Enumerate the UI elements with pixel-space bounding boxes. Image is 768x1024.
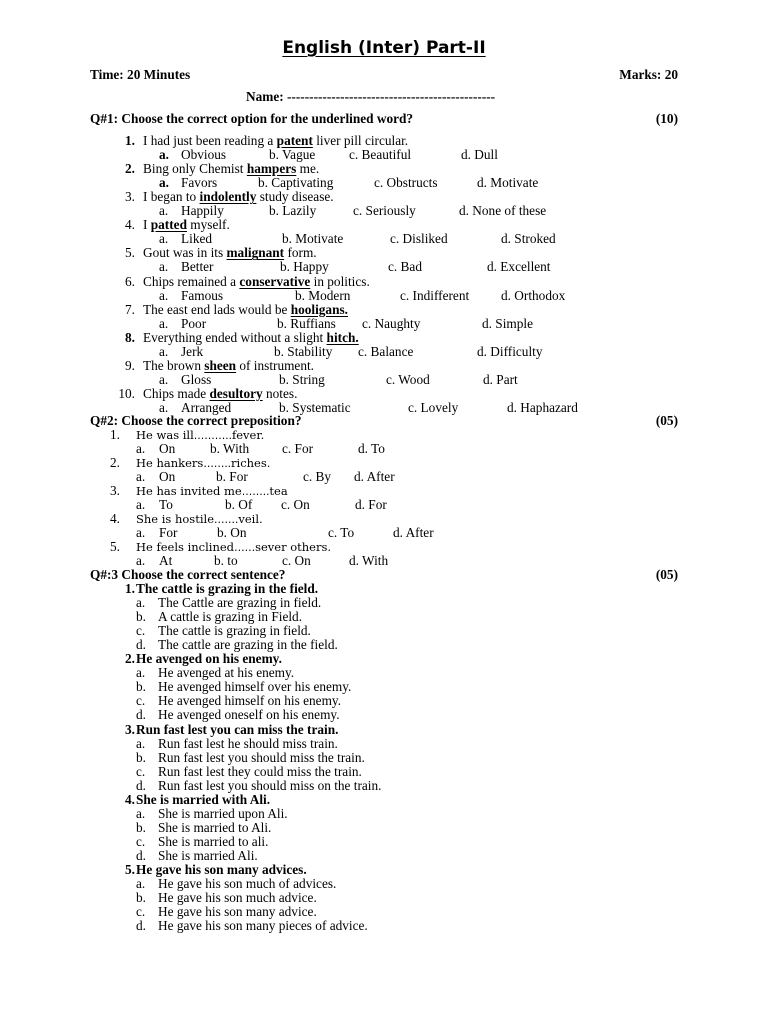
option: Favors xyxy=(181,175,218,191)
q3-item-stem xyxy=(110,582,318,596)
marks-label: Marks: 20 xyxy=(619,67,678,82)
q1-item xyxy=(110,190,334,204)
option-text: He gave his son many advice. xyxy=(158,904,317,920)
option: d. Orthodox xyxy=(501,287,566,303)
option: d. Simple xyxy=(482,315,533,331)
blank-dots: …….. xyxy=(241,486,270,499)
option-letter: d. xyxy=(136,707,146,723)
question-number: 9. xyxy=(125,357,135,373)
option xyxy=(136,919,368,933)
option xyxy=(136,849,258,863)
option xyxy=(136,877,336,891)
option: b. to xyxy=(214,553,238,569)
option: d. To xyxy=(358,441,385,457)
option: c. Indifferent xyxy=(400,287,470,303)
question-text: liver pill circular. xyxy=(312,133,409,148)
question-text: Chips made xyxy=(143,385,210,401)
option-text: He avenged himself over his enemy. xyxy=(158,679,352,695)
question-text: He gave his son many advices. xyxy=(136,862,307,877)
option-text: She is married to Ali. xyxy=(158,819,272,835)
question-number: 6. xyxy=(125,273,135,289)
option-text: Run fast lest they could miss the train. xyxy=(158,763,362,779)
question-text: He hankers xyxy=(136,456,204,471)
question-text: She is married with Ali. xyxy=(136,791,271,807)
option: d. Motivate xyxy=(477,175,539,191)
option-text: Run fast lest you should miss the train. xyxy=(158,749,365,765)
question-number: 2. xyxy=(125,651,135,667)
option: c. For xyxy=(282,441,314,457)
name-blank-line: ----------------------------------------------- xyxy=(287,89,496,104)
option-letter: c. xyxy=(136,693,146,709)
option: a. xyxy=(136,497,146,513)
option xyxy=(136,891,317,905)
option xyxy=(136,737,338,751)
option: d. For xyxy=(355,497,387,513)
option: d. Part xyxy=(483,371,518,387)
option xyxy=(136,835,268,849)
question-number: 2. xyxy=(125,161,135,177)
question-text: The cattle is grazing in the field. xyxy=(136,581,319,596)
name-field xyxy=(246,90,495,104)
option: At xyxy=(159,553,173,569)
time-label: Time: 20 Minutes xyxy=(90,67,191,82)
q2-marks: (05) xyxy=(655,413,678,428)
option: a. xyxy=(159,371,169,387)
q3-item-stem xyxy=(110,863,307,877)
q3-item-stem xyxy=(110,652,282,666)
option: c. Naughty xyxy=(362,315,421,331)
option xyxy=(136,610,302,624)
question-number: 3. xyxy=(125,189,135,205)
option: a. xyxy=(159,287,169,303)
question-text: He has invited me xyxy=(136,484,242,499)
option: a. xyxy=(136,525,146,541)
option-text: She is married to ali. xyxy=(158,833,269,849)
option xyxy=(136,779,381,793)
option-letter: d. xyxy=(136,847,146,863)
option-letter: a. xyxy=(136,876,146,892)
option: Famous xyxy=(181,287,224,303)
option: c. By xyxy=(303,469,332,485)
question-text: veil. xyxy=(238,512,263,527)
question-number: 1. xyxy=(125,133,135,148)
option: b. Modern xyxy=(295,287,351,303)
option: d. Dull xyxy=(461,147,498,163)
option xyxy=(136,680,351,694)
option: On xyxy=(159,441,176,457)
option-text: Run fast lest you should miss on the train. xyxy=(158,777,382,793)
option-text: He gave his son much of advices. xyxy=(158,876,337,892)
option-letter: a. xyxy=(136,665,146,681)
option: c. To xyxy=(328,525,355,541)
option: For xyxy=(159,525,178,541)
option: a. xyxy=(159,259,169,275)
option-letter: a. xyxy=(136,735,146,751)
question-text: Run fast lest you can miss the train. xyxy=(136,721,339,737)
question-number: 4. xyxy=(125,217,135,233)
underlined-word: malignant xyxy=(226,245,285,261)
option: Gloss xyxy=(181,371,212,387)
option: c. Wood xyxy=(386,371,430,387)
option-text: He gave his son much advice. xyxy=(158,890,317,906)
option-letter: d. xyxy=(136,637,146,653)
underlined-word: indolently xyxy=(199,189,257,205)
q1-item xyxy=(110,162,319,176)
option: b. Systematic xyxy=(279,399,351,415)
q1-item xyxy=(110,359,314,373)
option-text: The cattle are grazing in the field. xyxy=(158,637,338,653)
question-number: 3. xyxy=(125,721,135,737)
q2-heading-text: Q#2: Choose the correct preposition? xyxy=(90,413,302,428)
q1-marks: (10) xyxy=(655,111,678,126)
option: a. xyxy=(159,399,169,415)
option: a. xyxy=(159,231,169,247)
option-text: He avenged oneself on his enemy. xyxy=(158,707,340,723)
question-number: 3. xyxy=(110,483,120,499)
question-text: fever. xyxy=(231,428,265,442)
option: c. Lovely xyxy=(408,399,459,415)
blank-dots: …….. xyxy=(203,458,232,471)
option-letter: c. xyxy=(136,763,146,779)
q1-heading-text: Q#1: Choose the correct option for the underlined word? xyxy=(90,111,414,126)
underlined-word: sheen xyxy=(204,357,237,373)
question-number: 5. xyxy=(125,245,135,261)
question-text: I began to xyxy=(143,189,200,205)
option: d. Stroked xyxy=(501,231,556,247)
option xyxy=(136,751,365,765)
question-text: He feels inclined xyxy=(136,540,235,555)
q3-item-stem xyxy=(110,793,270,807)
option: a. xyxy=(159,147,169,163)
option: d. With xyxy=(349,553,389,569)
q1-item xyxy=(110,246,317,260)
option: d. After xyxy=(393,525,434,541)
option: b. For xyxy=(216,469,248,485)
option-letter: a. xyxy=(136,595,146,611)
question-text: The east end lads would be xyxy=(143,301,291,317)
option: b. Vague xyxy=(269,147,316,163)
option: a. xyxy=(136,553,146,569)
question-number: 4. xyxy=(125,791,135,807)
option: d. Difficulty xyxy=(477,343,543,359)
option xyxy=(136,821,271,835)
question-text: in politics. xyxy=(310,273,370,289)
option-letter: c. xyxy=(136,904,146,920)
option: b. Motivate xyxy=(282,231,344,247)
question-text: Bing only Chemist xyxy=(143,161,247,177)
question-text: riches. xyxy=(231,456,271,471)
option xyxy=(136,694,341,708)
option: d. After xyxy=(354,469,395,485)
option-text: A cattle is grazing in Field. xyxy=(158,609,303,625)
question-text: I had just been reading a xyxy=(143,133,277,148)
question-text: The brown xyxy=(143,357,205,373)
option-text: He gave his son many pieces of advice. xyxy=(158,918,368,934)
underlined-word: hitch. xyxy=(326,329,359,345)
option: c. On xyxy=(281,497,310,513)
q3-item-stem xyxy=(110,723,338,737)
option xyxy=(136,596,321,610)
question-number: 5. xyxy=(110,539,120,555)
option-letter: b. xyxy=(136,609,146,625)
option-letter: d. xyxy=(136,918,146,934)
question-text: sever others. xyxy=(255,540,332,555)
option: a. xyxy=(159,315,169,331)
underlined-word: conservative xyxy=(239,273,311,289)
question-number: 1. xyxy=(125,581,135,596)
option: a. xyxy=(136,441,146,457)
option: c. Seriously xyxy=(353,203,416,219)
option xyxy=(136,708,340,722)
option-text: He avenged himself on his enemy. xyxy=(158,693,342,709)
option-text: Run fast lest he should miss train. xyxy=(158,735,338,751)
question-text: He avenged on his enemy. xyxy=(136,651,282,667)
question-text: She is hostile xyxy=(136,512,214,527)
q3-marks: (05) xyxy=(655,567,678,582)
option xyxy=(136,638,338,652)
blank-dots: …… xyxy=(234,542,256,555)
option xyxy=(136,666,294,680)
question-number: 4. xyxy=(110,511,120,527)
underlined-word: hooligans. xyxy=(290,301,348,317)
option: Obvious xyxy=(181,147,227,163)
q1-item xyxy=(110,303,348,317)
option: c. Obstructs xyxy=(374,175,438,191)
q1-item xyxy=(110,331,359,345)
q3-heading-text: Q#:3 Choose the correct sentence? xyxy=(90,567,286,582)
question-number: 10. xyxy=(118,385,135,401)
option-letter: b. xyxy=(136,679,146,695)
option-text: She is married Ali. xyxy=(158,847,258,863)
option-text: He avenged at his enemy. xyxy=(158,665,295,681)
option: b. Lazily xyxy=(269,203,317,219)
option-letter: b. xyxy=(136,819,146,835)
question-text: Chips remained a xyxy=(143,273,240,289)
option: d. Excellent xyxy=(487,259,551,275)
question-text: of instrument. xyxy=(236,357,315,373)
underlined-word: patent xyxy=(276,133,313,148)
question-text: me. xyxy=(296,161,320,177)
option: Better xyxy=(181,259,214,275)
q1-heading xyxy=(90,112,678,126)
name-label: Name: xyxy=(246,89,284,104)
blank-dots: ……….. xyxy=(193,430,232,442)
option xyxy=(136,807,288,821)
option: Happily xyxy=(181,203,224,219)
option: a. xyxy=(159,175,169,191)
q1-item xyxy=(110,134,408,148)
option: b. Ruffians xyxy=(277,315,336,331)
option-letter: b. xyxy=(136,749,146,765)
question-text: form. xyxy=(284,245,317,261)
underlined-word: patted xyxy=(150,217,187,233)
option-letter: c. xyxy=(136,623,146,639)
q1-item xyxy=(110,275,370,289)
q2-heading xyxy=(90,414,678,428)
option: b. With xyxy=(210,441,250,457)
option-text: The cattle is grazing in field. xyxy=(158,623,311,639)
question-text: tea xyxy=(269,484,288,499)
option: b. On xyxy=(217,525,247,541)
q1-item xyxy=(110,387,297,401)
option-letter: c. xyxy=(136,833,146,849)
option-letter: a. xyxy=(136,805,146,821)
underlined-word: hampers xyxy=(246,161,297,177)
option: c. On xyxy=(282,553,311,569)
blank-dots: ……. xyxy=(214,514,239,527)
option: Arranged xyxy=(181,399,232,415)
option: b. String xyxy=(279,371,325,387)
question-number: 2. xyxy=(110,455,120,471)
question-number: 7. xyxy=(125,301,135,317)
question-number: 8. xyxy=(125,329,135,345)
option: Poor xyxy=(181,315,207,331)
option xyxy=(136,905,317,919)
question-number: 1. xyxy=(110,427,120,442)
option: Liked xyxy=(181,231,213,247)
question-text: notes. xyxy=(262,385,298,401)
underlined-word: desultory xyxy=(209,385,263,401)
option: c. Balance xyxy=(358,343,414,359)
option: b. Captivating xyxy=(258,175,334,191)
option: c. Bad xyxy=(388,259,422,275)
q3-heading xyxy=(90,568,678,582)
option-text: The Cattle are grazing in field. xyxy=(158,595,322,611)
option: On xyxy=(159,469,176,485)
option: a. xyxy=(159,343,169,359)
option: d. None of these xyxy=(459,203,547,219)
option: b. Happy xyxy=(280,259,329,275)
option xyxy=(136,624,311,638)
option: To xyxy=(159,497,173,513)
q1-item xyxy=(110,218,230,232)
question-text: I xyxy=(143,217,151,233)
option-text: She is married upon Ali. xyxy=(158,805,288,821)
question-number: 5. xyxy=(125,862,135,877)
option: c. Disliked xyxy=(390,231,448,247)
question-text: Gout was in its xyxy=(143,245,227,261)
option-letter: b. xyxy=(136,890,146,906)
option: Jerk xyxy=(181,343,204,359)
question-text: He was ill xyxy=(136,428,194,442)
option: c. Beautiful xyxy=(349,147,412,163)
option: a. xyxy=(136,469,146,485)
option: a. xyxy=(159,203,169,219)
option: d. Haphazard xyxy=(507,399,578,415)
option: b. Stability xyxy=(274,343,333,359)
question-text: study disease. xyxy=(256,189,334,205)
question-text: myself. xyxy=(186,217,230,233)
page-title: English (Inter) Part-II xyxy=(282,38,486,58)
option xyxy=(136,765,362,779)
option-letter: d. xyxy=(136,777,146,793)
question-text: Everything ended without a slight xyxy=(143,329,327,345)
option: b. Of xyxy=(225,497,253,513)
